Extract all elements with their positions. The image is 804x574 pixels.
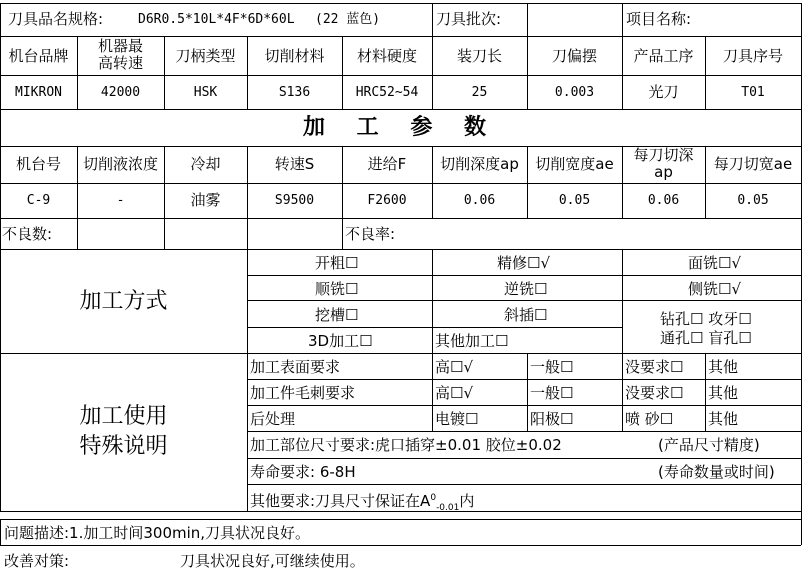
grid-line [432,353,433,431]
grid-line [0,353,801,354]
header-cooling: 冷却 [190,155,221,173]
grid-line [247,275,801,276]
header-spindle-speed: 转速S [274,155,315,173]
req-burr-high[interactable]: 高☐√ [435,384,474,402]
header-max-spindle-speed: 机器最高转速 [97,37,143,72]
project-name-label: 项目名称: [626,10,692,28]
grid-line [622,249,623,353]
header-cut-depth: 切削深度ap [440,155,519,173]
method-climb-mill[interactable]: 顺铣☐ [315,280,359,298]
defect-rate-label: 不良率: [345,225,396,243]
section-title: 加 工 参 数 [303,115,498,140]
header-machine-id: 机台号 [15,155,61,173]
req-surface-normal[interactable]: 一般☐ [530,358,574,376]
req-post-sandblast[interactable]: 喷 砂☐ [625,410,674,428]
value-holder-type: HSK [193,85,218,100]
size-requirement-note: (产品尺寸精度) [658,436,760,454]
value-cut-depth: 0.06 [463,193,496,208]
header-coolant-concentration: 切削液浓度 [82,155,158,173]
header-depth-per-pass: 每刀切深ap [633,146,694,181]
req-post-plating[interactable]: 电镀☐ [435,410,479,428]
req-burr-other: 其他 [708,384,739,402]
method-ramp[interactable]: 斜插☐ [504,306,548,324]
header-machine-brand: 机台品牌 [8,47,69,65]
grid-line [247,379,801,380]
req-surface-none[interactable]: 没要求☐ [625,358,684,376]
grid-line [0,109,801,110]
value-cut-width: 0.05 [558,193,591,208]
grid-line [705,353,706,431]
method-rough[interactable]: 开粗☐ [315,254,359,272]
grid-line [432,3,433,36]
improvement-label: 改善对策: [4,552,70,570]
value-cooling: 油雾 [190,191,221,209]
grid-line [0,3,801,4]
grid-line [622,3,623,36]
grid-line [0,183,801,184]
grid-line [0,249,801,250]
req-burr-normal[interactable]: 一般☐ [530,384,574,402]
life-requirement-note: (寿命数量或时间) [658,463,775,481]
value-depth-per-pass: 0.06 [647,193,680,208]
req-post-anodize[interactable]: 阳极☐ [530,410,574,428]
grid-line [247,431,801,432]
life-requirement: 寿命要求: 6-8H [250,463,356,481]
problem-description: 问题描述:1.加工时间300min,刀具状况良好。 [4,524,311,542]
method-other[interactable]: 其他加工☐ [435,332,509,350]
grid-line [247,405,801,406]
value-width-per-pass: 0.05 [737,193,769,208]
method-face-mill[interactable]: 面铣☐√ [688,254,742,272]
header-tool-number: 刀具序号 [722,47,783,65]
tool-spec-value: D6R0.5*10L*4F*6D*60L [138,12,295,27]
grid-line [801,3,802,545]
grid-line [527,3,528,36]
header-material-hardness: 材料硬度 [356,47,417,65]
grid-line [527,353,528,431]
grid-line [0,519,1,545]
grid-line [247,249,248,511]
method-finish[interactable]: 精修☐√ [497,254,551,272]
grid-line [247,327,623,328]
value-machine-brand: MIKRON [15,85,62,100]
other-requirement-text: 其他要求:刀具尺寸保证在A [250,492,431,510]
header-holder-type: 刀柄类型 [175,47,236,65]
defect-count-label: 不良数: [2,225,53,243]
tolerance-lower: -0.01 [436,503,460,513]
grid-line [247,484,801,485]
tool-batch-label: 刀具批次: [436,10,502,28]
tool-spec-note: (22 蓝色) [315,12,381,27]
processing-method-label: 加工方式 [79,289,168,314]
other-requirement-suffix: 内 [459,492,475,510]
grid-line [0,75,801,76]
tool-spec-label: 刀具品名规格: [8,10,104,28]
grid-line [0,545,801,546]
value-process: 光刀 [648,83,679,101]
method-through-blind-hole[interactable]: 通孔☐ 盲孔☐ [660,329,752,347]
req-surface-name: 加工表面要求 [250,358,341,376]
method-drill-tap[interactable]: 钻孔☐ 攻牙☐ [660,310,752,328]
special-notes-label-line2: 特殊说明 [79,434,168,459]
value-material-hardness: HRC52~54 [355,85,419,100]
value-coolant-concentration: - [116,193,125,208]
header-runout: 刀偏摆 [551,47,597,65]
method-conventional-mill[interactable]: 逆铣☐ [504,280,548,298]
value-cut-material: S136 [278,85,311,100]
value-tool-length: 25 [471,85,488,100]
header-process: 产品工序 [633,47,694,65]
grid-line [0,519,801,520]
value-spindle-speed: S9500 [274,193,315,208]
value-machine-id: C-9 [26,193,51,208]
method-slot[interactable]: 挖槽☐ [315,306,359,324]
header-tool-length: 装刀长 [456,47,502,65]
header-width-per-pass: 每刀切宽ae [713,155,793,173]
value-max-spindle-speed: 42000 [100,85,141,100]
grid-line [622,353,623,431]
req-burr-name: 加工件毛刺要求 [250,384,356,402]
value-runout: 0.003 [554,85,595,100]
grid-line [432,249,433,353]
req-surface-other: 其他 [708,358,739,376]
grid-line [247,458,801,459]
header-feed-rate: 进给F [367,155,407,173]
tolerance-upper: 0 [430,493,437,503]
method-3d-contour[interactable]: 3D加工☐ [308,332,373,350]
req-surface-high[interactable]: 高☐√ [435,358,474,376]
value-feed-rate: F2600 [367,193,407,208]
special-notes-label-line1: 加工使用 [79,404,168,429]
req-burr-none[interactable]: 没要求☐ [625,384,684,402]
other-requirement [250,489,474,517]
req-post-other: 其他 [708,410,739,428]
value-tool-number: T01 [741,85,765,100]
grid-line [0,218,801,219]
req-post-name: 后处理 [250,410,296,428]
improvement-text: 刀具状况良好,可继续使用。 [180,552,365,570]
method-side-mill[interactable]: 侧铣☐√ [688,280,742,298]
header-cut-material: 切削材料 [264,47,325,65]
header-cut-width: 切削宽度ae [535,155,614,173]
grid-line [247,300,801,301]
size-requirement: 加工部位尺寸要求:虎口插穿±0.01 胶位±0.02 [250,436,562,454]
